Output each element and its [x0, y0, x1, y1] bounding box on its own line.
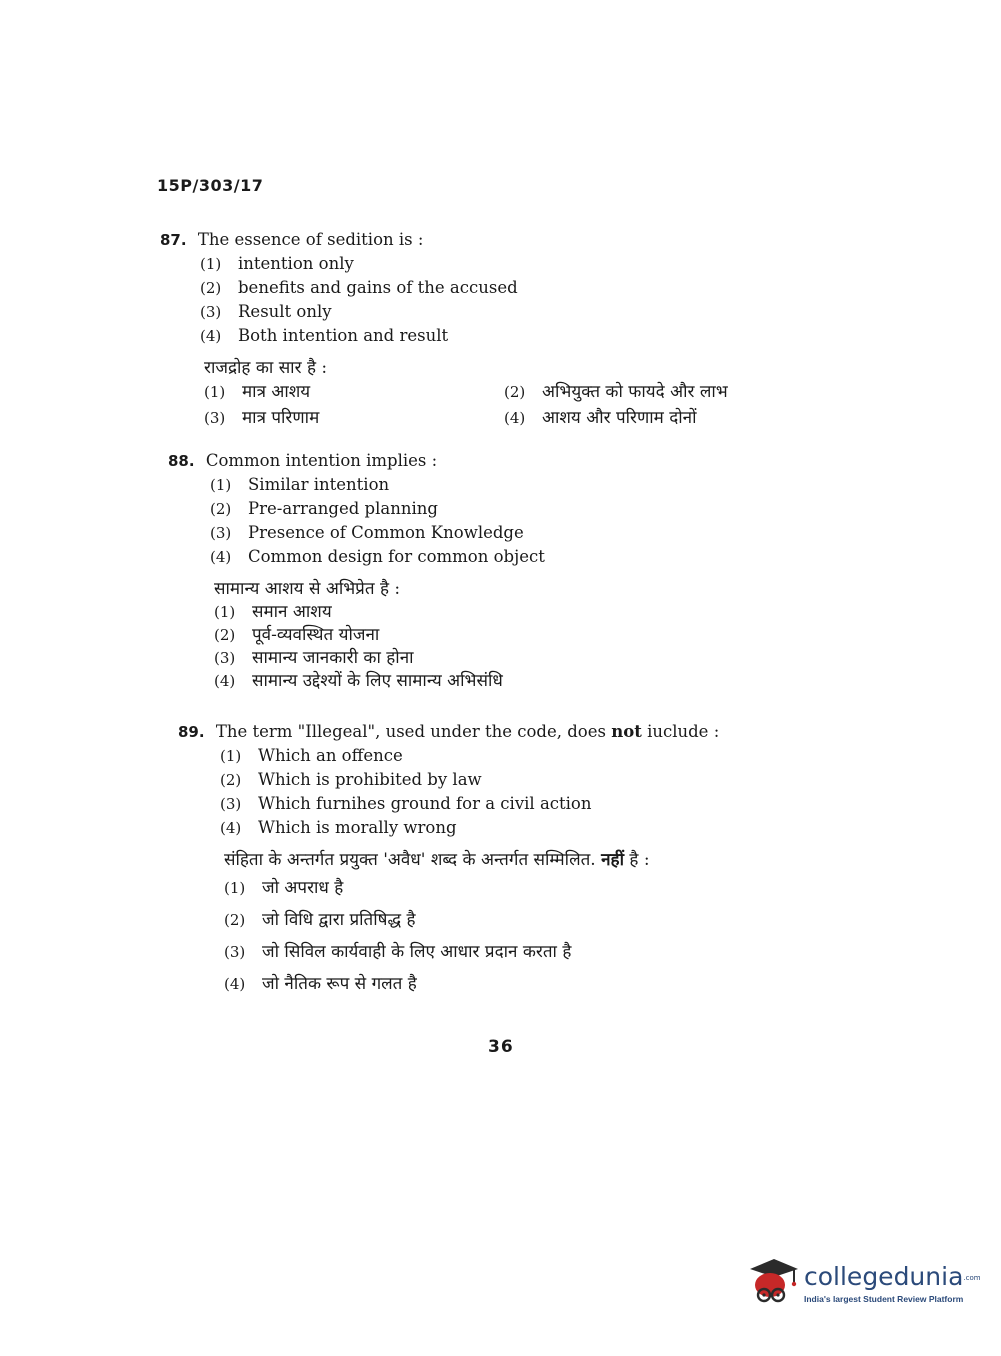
option-1: (1) Which an offence — [220, 746, 403, 765]
hindi-option-2: (2) अभियुक्त को फायदे और लाभ — [504, 382, 728, 402]
question-stem — [168, 449, 808, 473]
hindi-option-list — [224, 872, 818, 1000]
question-number: 87. — [160, 231, 187, 249]
question-88 — [168, 449, 808, 693]
question-87 — [160, 228, 820, 430]
option-1: (1) intention only — [200, 254, 354, 273]
hindi-option-grid — [204, 380, 820, 430]
question-stem — [178, 720, 818, 744]
hindi-question-text: सामान्य आशय से अभिप्रेत है : — [214, 579, 401, 599]
hindi-option-4: (4) आशय और परिणाम दोनों — [504, 408, 697, 428]
hindi-question-text-emphasis: नहीं — [601, 850, 624, 870]
mascot-icon — [744, 1255, 800, 1311]
hindi-option-2: (2) जो विधि द्वारा प्रतिषिद्ध है — [224, 910, 416, 930]
hindi-option-2: (2) पूर्व-व्यवस्थित योजना — [214, 625, 380, 645]
collegedunia-logo — [744, 1252, 981, 1314]
hindi-question-text: राजद्रोह का सार है : — [204, 358, 328, 378]
hindi-option-3: (3) मात्र परिणाम — [204, 408, 320, 428]
option-3: (3) Presence of Common Knowledge — [210, 523, 524, 542]
option-4: (4) Which is morally wrong — [220, 818, 457, 837]
hindi-option-1: (1) जो अपराध है — [224, 878, 344, 898]
logo-text — [804, 1263, 981, 1304]
question-89 — [178, 720, 818, 1000]
question-text: The essence of sedition is : — [197, 230, 424, 249]
hindi-option-list — [214, 601, 808, 693]
question-text: Common intention implies : — [205, 451, 438, 470]
hindi-question-text-before: संहिता के अन्तर्गत प्रयुक्त 'अवैध' शब्द के अन्तर्गत सम्मिलित. — [224, 850, 602, 870]
hindi-option-1: (1) मात्र आशय — [204, 382, 311, 402]
question-number: 89. — [178, 723, 205, 741]
hindi-question-text-after: है : — [623, 850, 650, 870]
hindi-question-text — [224, 848, 818, 872]
paper-code: 15P/303/17 — [157, 176, 264, 195]
hindi-option-1: (1) समान आशय — [214, 602, 332, 622]
question-number: 88. — [168, 452, 195, 470]
page-number: 36 — [488, 1037, 514, 1057]
question-text-after: iuclude : — [641, 722, 720, 741]
option-2: (2) Pre-arranged planning — [210, 499, 438, 518]
option-4: (4) Both intention and result — [200, 326, 449, 345]
hindi-option-4: (4) जो नैतिक रूप से गलत है — [224, 974, 417, 994]
hindi-option-3: (3) सामान्य जानकारी का होना — [214, 648, 414, 668]
question-text-before: The term "Illegeal", used under the code, does — [215, 722, 612, 741]
question-text-emphasis: not — [611, 722, 642, 741]
option-3: (3) Result only — [200, 302, 332, 321]
option-list — [210, 473, 808, 569]
option-3: (3) Which furnihes ground for a civil action — [220, 794, 592, 813]
brand-suffix: .com — [963, 1273, 981, 1282]
option-list — [200, 252, 820, 348]
option-2: (2) Which is prohibited by law — [220, 770, 482, 789]
option-2: (2) benefits and gains of the accused — [200, 278, 518, 297]
question-stem — [160, 228, 820, 252]
hindi-option-4: (4) सामान्य उद्देश्यों के लिए सामान्य अभिसंधि — [214, 671, 503, 691]
brand-tagline: India's largest Student Review Platform — [804, 1293, 964, 1304]
hindi-option-3: (3) जो सिविल कार्यवाही के लिए आधार प्रदान करता है — [224, 942, 572, 962]
option-list — [220, 744, 818, 840]
brand-name: collegedunia.com — [804, 1261, 981, 1291]
option-4: (4) Common design for common object — [210, 547, 545, 566]
option-1: (1) Similar intention — [210, 475, 390, 494]
